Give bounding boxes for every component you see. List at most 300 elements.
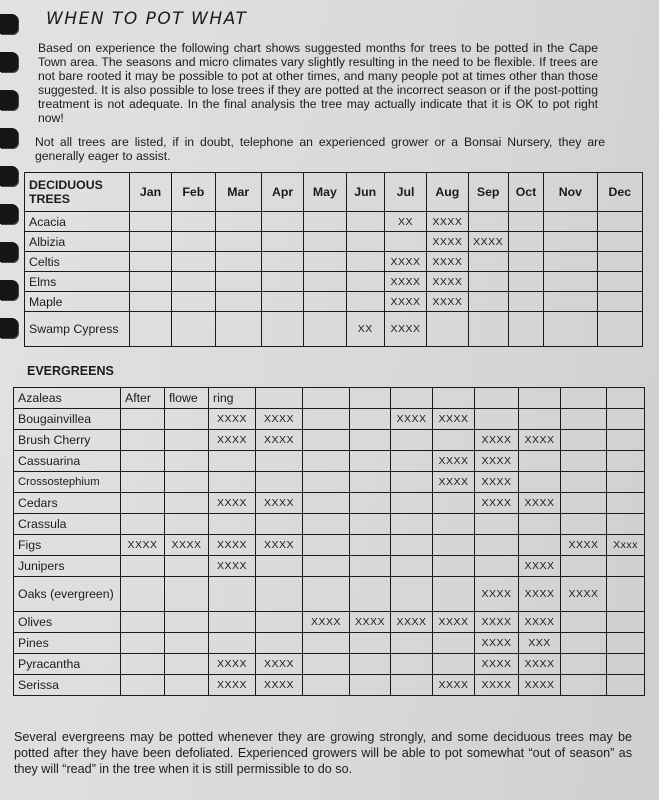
potting-mark: XXXX [475,451,519,472]
potting-mark: XXXX [209,535,256,556]
month-cell [215,232,261,252]
tree-name: Bougainvillea [14,409,121,430]
month-header: Apr [261,173,303,212]
month-cell [508,252,543,272]
table-row [25,312,643,347]
tree-name: Figs [14,535,121,556]
potting-mark: XXXX [209,675,256,696]
month-cell [209,451,256,472]
month-cell [121,556,165,577]
tree-name: Maple [25,292,130,312]
month-cell [304,232,346,252]
potting-mark: XXXX [468,232,508,252]
month-cell [129,252,171,272]
month-cell [607,514,645,535]
month-cell [391,493,433,514]
month-cell [303,577,350,612]
month-cell [350,409,391,430]
potting-mark: XXXX [391,409,433,430]
month-header: Jun [346,173,384,212]
month-cell [519,535,561,556]
potting-mark: XXXX [209,409,256,430]
month-cell [304,292,346,312]
month-cell [172,232,215,252]
advice-paragraph: Not all trees are listed, if in doubt, telephone an experienced grower or a Bonsai Nursery, they are generally eager to assist. [35,135,605,163]
potting-mark: XXXX [475,675,519,696]
potting-mark: XXXX [427,252,468,272]
tree-name: Acacia [25,212,130,232]
month-cell [544,272,597,292]
table-row [14,535,645,556]
table-row [14,612,645,633]
month-cell [350,577,391,612]
month-cell [165,556,209,577]
month-cell [607,430,645,451]
deciduous-heading: DECIDUOUS TREES [25,173,130,212]
potting-mark: XXXX [519,493,561,514]
month-header: May [304,173,346,212]
binding-ring [0,14,18,34]
month-cell [129,212,171,232]
table-row [14,409,645,430]
month-cell [303,409,350,430]
month-cell [391,675,433,696]
potting-mark: XXXX [475,430,519,451]
month-cell [350,633,391,654]
month-cell [209,612,256,633]
potting-mark: XXXX [427,232,468,252]
month-header: Jul [384,173,426,212]
month-header: Jan [129,173,171,212]
spiral-binding [0,0,26,400]
month-cell [256,514,303,535]
month-cell [475,388,519,409]
month-cell [433,633,475,654]
potting-mark: XXXX [519,675,561,696]
month-cell [303,535,350,556]
month-cell [121,633,165,654]
month-cell [433,514,475,535]
tree-name: Swamp Cypress [25,312,130,347]
month-cell [165,577,209,612]
table-row [14,451,645,472]
month-cell [561,388,607,409]
month-cell [165,675,209,696]
month-cell [350,556,391,577]
month-cell [215,252,261,272]
month-cell [165,654,209,675]
potting-mark: XXXX [427,292,468,312]
note-cell: After [121,388,165,409]
month-cell [607,388,645,409]
month-cell [391,451,433,472]
month-cell [519,514,561,535]
month-cell [519,472,561,493]
month-cell [215,292,261,312]
month-cell [261,272,303,292]
month-cell [433,430,475,451]
month-cell [597,212,642,232]
month-cell [256,451,303,472]
month-cell [129,232,171,252]
potting-mark: XXXX [561,577,607,612]
potting-mark: Xxxx [607,535,645,556]
page-title: WHEN TO POT WHAT [46,9,248,29]
potting-mark: XXXX [384,292,426,312]
month-cell [607,409,645,430]
month-cell [391,388,433,409]
month-cell [433,654,475,675]
month-cell [433,577,475,612]
tree-name: Cassuarina [14,451,121,472]
month-cell [508,292,543,312]
potting-mark: XXXX [256,430,303,451]
potting-mark: XXXX [427,272,468,292]
month-cell [256,388,303,409]
month-cell [508,272,543,292]
month-cell [607,472,645,493]
month-cell [209,633,256,654]
month-cell [215,272,261,292]
tree-name: Azaleas [14,388,121,409]
month-cell [561,493,607,514]
table-row [14,577,645,612]
month-cell [391,514,433,535]
note-cell: ring [209,388,256,409]
month-cell [468,212,508,232]
potting-mark: XXXX [427,212,468,232]
month-cell [391,472,433,493]
binding-ring [0,280,18,300]
month-cell [468,252,508,272]
month-cell [391,633,433,654]
month-cell [304,272,346,292]
month-cell [172,272,215,292]
month-cell [544,312,597,347]
potting-mark: XXXX [209,654,256,675]
month-cell [561,409,607,430]
binding-ring [0,242,18,262]
month-cell [165,633,209,654]
month-cell [215,212,261,232]
month-cell [172,212,215,232]
month-cell [165,612,209,633]
month-cell [607,556,645,577]
month-cell [129,292,171,312]
table-row [25,252,643,272]
table-row [14,472,645,493]
month-header: Aug [427,173,468,212]
month-cell [561,612,607,633]
month-cell [350,493,391,514]
potting-mark: XXXX [433,472,475,493]
tree-name: Oaks (evergreen) [14,577,121,612]
month-header: Sep [468,173,508,212]
month-cell [561,430,607,451]
month-cell [561,472,607,493]
potting-mark: XXXX [256,535,303,556]
month-header: Oct [508,173,543,212]
month-cell [165,493,209,514]
evergreens-heading: EVERGREENS [27,364,114,378]
month-cell [346,252,384,272]
month-cell [607,493,645,514]
month-cell [303,633,350,654]
month-cell [350,675,391,696]
potting-mark: XXXX [384,252,426,272]
month-cell [427,312,468,347]
month-cell [544,232,597,252]
potting-mark: XXXX [209,430,256,451]
month-cell [607,451,645,472]
month-cell [519,388,561,409]
tree-name: Crossostephium [14,472,121,493]
month-cell [391,535,433,556]
month-cell [303,451,350,472]
month-cell [256,556,303,577]
table-row [14,514,645,535]
binding-ring [0,128,18,148]
month-cell [165,430,209,451]
potting-mark: XXXX [209,493,256,514]
month-cell [303,472,350,493]
month-cell [433,388,475,409]
month-cell [561,675,607,696]
month-cell [597,232,642,252]
month-cell [129,312,171,347]
month-cell [261,312,303,347]
month-cell [303,388,350,409]
month-cell [391,556,433,577]
month-cell [303,654,350,675]
table-row [14,493,645,514]
potting-mark: XXXX [475,654,519,675]
potting-mark: XXXX [256,493,303,514]
month-cell [261,232,303,252]
month-cell [468,272,508,292]
month-cell [350,451,391,472]
potting-mark: XXXX [519,556,561,577]
table-header-row [25,173,643,212]
month-cell [475,535,519,556]
table-row [25,272,643,292]
month-cell [121,451,165,472]
potting-mark: XXXX [391,612,433,633]
month-cell [597,312,642,347]
month-cell [303,556,350,577]
potting-mark: XXXX [256,654,303,675]
tree-name: Celtis [25,252,130,272]
tree-name: Serissa [14,675,121,696]
month-cell [350,472,391,493]
month-cell [261,212,303,232]
month-cell [346,292,384,312]
month-cell [346,232,384,252]
tree-name: Pines [14,633,121,654]
potting-mark: XXXX [384,312,426,347]
potting-mark: XXXX [121,535,165,556]
tree-name: Cedars [14,493,121,514]
month-cell [561,451,607,472]
month-cell [129,272,171,292]
month-cell [346,272,384,292]
month-cell [303,675,350,696]
month-cell [261,292,303,312]
tree-name: Junipers [14,556,121,577]
table-row [14,556,645,577]
binding-ring [0,204,18,224]
table-row [14,654,645,675]
month-cell [597,292,642,312]
month-cell [215,312,261,347]
month-cell [433,493,475,514]
month-cell [350,430,391,451]
potting-mark: XXXX [303,612,350,633]
month-cell [121,409,165,430]
potting-mark: XXXX [475,633,519,654]
month-cell [475,409,519,430]
month-cell [165,472,209,493]
tree-name: Pyracantha [14,654,121,675]
table-row [14,430,645,451]
month-cell [121,612,165,633]
tree-name: Albizia [25,232,130,252]
month-cell [561,633,607,654]
month-cell [508,212,543,232]
month-cell [209,514,256,535]
month-cell [256,472,303,493]
month-cell [303,430,350,451]
potting-mark: XXXX [433,409,475,430]
potting-mark: XXXX [561,535,607,556]
month-cell [544,292,597,312]
month-cell [121,514,165,535]
month-cell [256,612,303,633]
binding-ring [0,318,18,338]
potting-mark: XXXX [475,612,519,633]
month-cell [121,493,165,514]
potting-mark: XXXX [475,577,519,612]
month-cell [607,577,645,612]
month-header: Feb [172,173,215,212]
month-cell [508,232,543,252]
month-cell [304,312,346,347]
potting-mark: XXXX [433,612,475,633]
potting-mark: XXXX [433,451,475,472]
footer-paragraph: Several evergreens may be potted whenever they are growing strongly, and some deciduous trees may be potted after they have been defoliated. Experienced growers will be able to pot somewhat “out of season” as they will “read” in the tree when it is still permissible to do so. [14,730,632,776]
month-cell [350,654,391,675]
month-cell [607,675,645,696]
month-cell [519,409,561,430]
tree-name: Elms [25,272,130,292]
month-cell [468,312,508,347]
month-cell [165,451,209,472]
month-cell [165,409,209,430]
month-cell [607,612,645,633]
month-cell [304,252,346,272]
potting-mark: XXXX [209,556,256,577]
month-cell [433,535,475,556]
month-cell [256,577,303,612]
month-cell [121,654,165,675]
binding-ring [0,52,18,72]
month-cell [303,493,350,514]
table-row [25,212,643,232]
month-cell [607,633,645,654]
month-cell [165,514,209,535]
potting-mark: XXXX [256,675,303,696]
month-header: Mar [215,173,261,212]
potting-mark: XXXX [519,612,561,633]
month-cell [172,292,215,312]
month-cell [475,556,519,577]
month-cell [544,212,597,232]
table-row [25,292,643,312]
month-cell [304,212,346,232]
month-cell [256,633,303,654]
month-cell [433,556,475,577]
potting-mark: XX [346,312,384,347]
evergreens-table [13,387,645,696]
month-cell [350,514,391,535]
potting-mark: XXXX [350,612,391,633]
potting-mark: XXXX [433,675,475,696]
month-cell [261,252,303,272]
month-cell [597,272,642,292]
month-cell [350,388,391,409]
potting-mark: XXXX [519,654,561,675]
month-cell [597,252,642,272]
tree-name: Olives [14,612,121,633]
intro-paragraph: Based on experience the following chart shows suggested months for trees to be potted in the Cape Town area. The seasons and micro climates vary slightly resulting in the need to be flexible. If trees are not bare rooted it may be possible to pot at other times, and many people pot at times other than those suggested. It is also possible to lose trees if they are potted at the incorrect season or if the post-potting treatment is not adequate. In the final analysis the tree may actually indicate that it is OK to pot right now! [38,41,598,125]
month-cell [475,514,519,535]
month-cell [468,292,508,312]
month-cell [561,556,607,577]
table-row [14,633,645,654]
month-cell [508,312,543,347]
potting-mark: XXXX [475,493,519,514]
month-cell [209,472,256,493]
month-cell [172,312,215,347]
table-row [25,232,643,252]
month-cell [346,212,384,232]
potting-mark: XX [384,212,426,232]
month-header: Dec [597,173,642,212]
month-cell [121,675,165,696]
potting-mark: XXXX [475,472,519,493]
month-cell [519,451,561,472]
potting-mark: XXXX [519,577,561,612]
tree-name: Brush Cherry [14,430,121,451]
month-cell [121,577,165,612]
month-cell [303,514,350,535]
month-cell [561,654,607,675]
binding-ring [0,90,18,110]
month-cell [121,430,165,451]
potting-mark: XXXX [165,535,209,556]
table-row [14,388,645,409]
month-cell [561,514,607,535]
note-cell: flowe [165,388,209,409]
month-cell [391,654,433,675]
month-cell [391,577,433,612]
month-cell [209,577,256,612]
potting-mark: XXX [519,633,561,654]
month-cell [121,472,165,493]
month-cell [607,654,645,675]
month-cell [384,232,426,252]
deciduous-table [24,172,643,347]
